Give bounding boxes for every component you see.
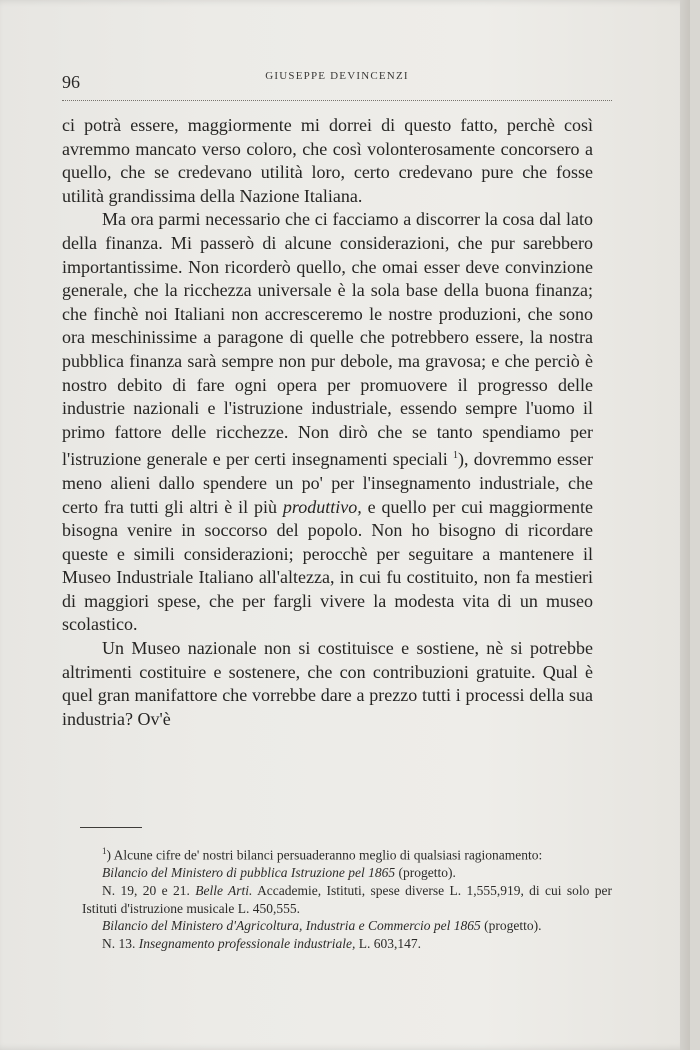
footnote-1 [82, 843, 612, 864]
footnote-3-italic: Belle Arti. [195, 882, 253, 898]
page-edge-shadow [680, 0, 690, 1050]
footnote-reference-1: 1 [453, 450, 458, 462]
footnote-5-prefix: N. 13. [102, 936, 136, 952]
footnote-2-italic: Bilancio del Ministero di pubblica Istruzione pel 1865 [102, 865, 396, 881]
footnote-3-text: Accademie, Istituti, spese diverse L. 1,555,919, di cui solo per Istituti d'istruzione musicale L. 450,555. [82, 882, 613, 916]
running-head-author: GIUSEPPE DEVINCENZI [265, 70, 409, 82]
footnote-4-text: (progetto). [484, 918, 542, 934]
footnote-5-italic: Insegnamento professionale industriale, [138, 936, 356, 952]
footnote-4-italic: Bilancio del Ministero d'Agricoltura, Industria e Commercio pel 1865 [102, 918, 481, 934]
page-number: 96 [62, 72, 80, 92]
footnote-1-mark: 1 [102, 846, 107, 856]
footnote-separator [80, 827, 142, 828]
running-head [62, 64, 612, 101]
footnote-5 [82, 935, 612, 953]
footnotes [82, 843, 612, 953]
footnote-3 [82, 882, 612, 917]
paragraph-2-start: Ma ora parmi necessario che ci facciamo a discorrer la cosa dal lato della finanza. Mi passerò di alcune considerazioni, che pur sarebbero importantissime. Non ricorderò quello, che omai esser deve convinzione generale, che la ricchezza universale è la sola base della buona finanza; che finchè noi Italiani non accresceremo le nostre produzioni, che sono ora meschinissime a paragone di quelle che potrebbero essere, la nostra pubblica finanza sarà sempre non pur debole, ma gravosa; e che perciò è nostro debito di fare ogni opera per promuovere il progresso delle industrie nazionali e l'istruzione industriale, essendo sempre l'uomo il primo fattore delle ricchezze. Non dirò che se tanto spendiamo per l'istruzione generale e per certi insegnamenti speciali [62, 209, 593, 470]
paragraph-2-end: e quello per cui maggiormente bisogna venire in soccorso del popolo. Non ho bisogno di ricordare queste e simili considerazioni; perocchè per seguitare a mantenere il Museo Industriale Italiano all'altezza, in cui fu costituito, non fa mestieri di maggiori spese, che per fargli vivere la modesta vita di un museo scolastico. [62, 496, 594, 635]
footnote-5-text: L. 603,147. [358, 936, 421, 952]
footnote-2-text: (progetto). [398, 865, 456, 881]
main-text [62, 114, 593, 731]
paragraph-1: ci potrà essere, maggiormente mi dorrei di questo fatto, perchè così avremmo mancato verso coloro, che così volonterosamente concorsero a quello, che se credevano utilità loro, certo credevano pure che fosse utilità grandissima della Nazione Italiana. [62, 115, 593, 206]
footnote-4 [82, 917, 612, 935]
paragraph-2-middle: ), dovremmo esser meno alieni dallo spendere un po' per l'insegnamento industriale, che certo fra tutti gli altri è il più [62, 449, 594, 517]
footnote-2 [82, 864, 612, 882]
footnote-1-text: ) Alcune cifre de' nostri bilanci persuaderanno meglio di qualsiasi ragionamento: [106, 847, 543, 863]
paragraph-2-italic: produttivo, [282, 496, 362, 517]
paragraph-3: Un Museo nazionale non si costituisce e sostiene, nè si potrebbe altrimenti costituire e sostenere, che con contribuzioni gratuite. Qual è quel gran manifattore che vorrebbe dare a prezzo tutti i processi della sua industria? Ov'è [62, 638, 593, 729]
footnote-3-prefix: N. 19, 20 e 21. [102, 882, 190, 898]
paragraph-2 [62, 208, 593, 637]
